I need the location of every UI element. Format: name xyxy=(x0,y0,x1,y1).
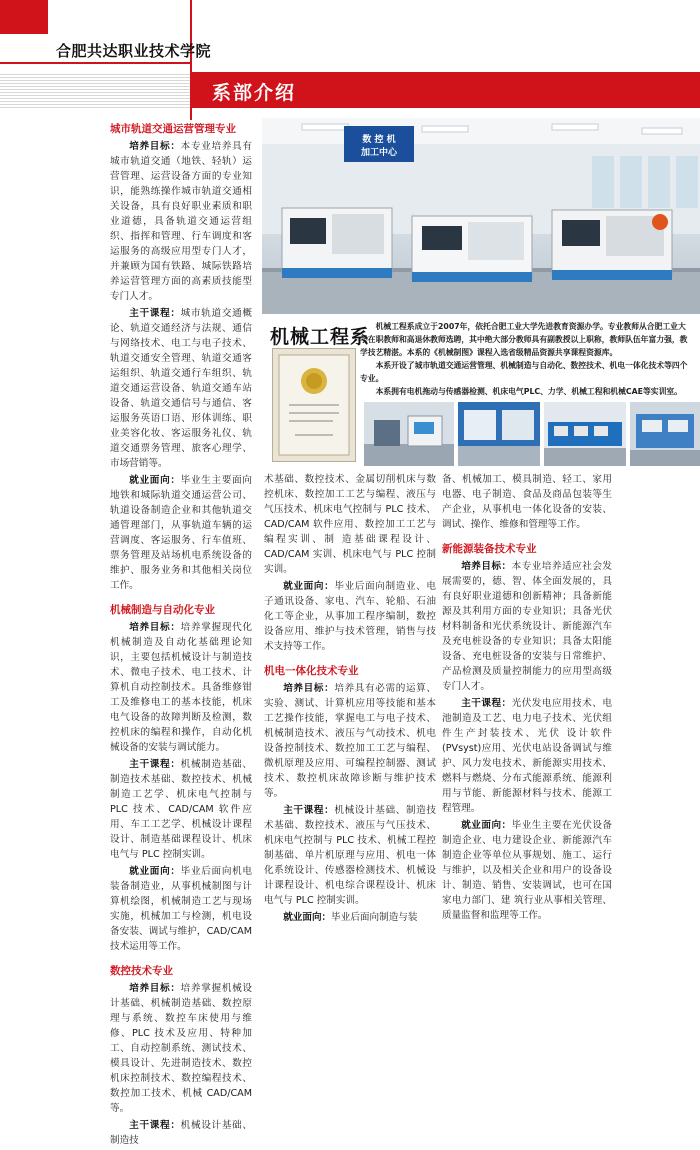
paragraph xyxy=(442,696,612,816)
paragraph: 术基础、数控技术、金属切削机床与数控机床、数控加工工艺与编程、液压与气压技术、机床电气控制与 PLC 技术、CAD/CAM 软件应用、数控加工工艺与编程实训、制 造基础课程设计、CAD/CAM 实训、机床电气与 PLC 控制实训。 xyxy=(264,474,436,575)
label: 主干课程： xyxy=(283,805,335,816)
paragraph-text: 培养掌握现代化机械制造及自动化基础理论知识，主要包括机械设计与制造技术、微电子技术、电工技术、计算机自动控制技术。具备维修钳工及维修电工的基本技能，机床电气设备的故障判断及检测，数控机床的编程和操作，自动化机械设备的安装与调试能力。 xyxy=(110,622,253,753)
paragraph xyxy=(264,910,436,925)
paragraph xyxy=(264,681,436,801)
label: 主干课程： xyxy=(129,308,181,319)
major-title: 新能源装备技术专业 xyxy=(442,543,537,555)
paragraph-text: 本专业培养适应社会发展需要的，德、智、体全面发展的，具有良好职业道德和创新精神；具备新能源及其利用方面的专业知识；具备光伏材料制备和光伏系统设计、新能源汽车及充电桩设备的专业知识；具备太阳能设备、充电桩设备的安装与日常维护、产品检测及质量控制能力的应用型高级专门人才。 xyxy=(442,561,613,692)
major-title: 机械制造与自动化专业 xyxy=(110,604,215,616)
paragraph-text: 毕业后面向机电装备制造业，从事机械制图与计算机绘图，机械制造工艺与现场实施，机械加工与检测，机电设备安装、调试与维护，CAD/CAM 技术运用等工作。 xyxy=(110,866,253,952)
paragraph xyxy=(110,620,252,755)
paragraph-text: 培养掌握机械设计基础、机械制造基础、数控原理与系统、数控车床使用与维修、PLC 技术及应用、特种加工、自动控制系统、测试技术、模具设计、先进制造技术、数控机床控制技术、数控编程技术、数控加工技术、机械 CAD/CAM 等。 xyxy=(110,983,253,1114)
paragraph-text: 光伏发电应用技术、电池制造及工艺、电力电子技术、光伏组件生产封装技术、光伏 设计软件(PVsyst)应用、光伏电站设备调试与维护、风力发电技术、新能源实用技术、燃料与燃烧、分布式能源系统、能源利用与节能、新能源材料与技术、能源工程管理。 xyxy=(442,698,613,814)
certificate-image xyxy=(272,348,356,462)
column-1 xyxy=(110,122,252,1150)
paragraph xyxy=(264,803,436,908)
lab-photo xyxy=(630,402,700,466)
paragraph xyxy=(442,559,612,694)
label: 就业面向： xyxy=(129,866,181,877)
intro-paragraph: 本系开设了城市轨道交通运营管理、机械制造与自动化、数控技术、机电一体化技术等四个专业。 xyxy=(360,361,688,383)
paragraph-text: 机械制造基础、制造技术基础、数控技术、机械制造工艺学、机床电气控制与 PLC 技术、CAD/CAM 软件应用、车工工艺学、机械设计课程设计、制造基础课程设计、机床电气与 PLC 控制实训。 xyxy=(110,759,253,860)
intro-paragraph: 本系拥有电机拖动与传感器检测、机床电气PLC、力学、机械工程和机械CAE等实训室。 xyxy=(375,387,682,396)
label: 就业面向： xyxy=(461,820,512,831)
paragraph-text: 毕业后面向制造业、电子通讯设备、家电、汽车、轮船、石油化工等企业，从事加工程序编制，数控设备应用、维护与技术管理，销售与技术支持等工作。 xyxy=(264,581,437,652)
paragraph-text: 毕业生主要面向地铁和城际轨道交通运营公司、轨道设备制造企业和其他轨道交通管理部门，从事轨道车辆的运营调度、客运服务、行车值班、票务管理及站场机电系统设备的维护、服务业务和其他相关岗位工作。 xyxy=(110,475,253,591)
department-title: 机械工程系 xyxy=(270,326,371,348)
cnc-workshop-photo xyxy=(262,118,700,314)
paragraph xyxy=(264,579,436,654)
header-red-block xyxy=(0,0,48,34)
column-3 xyxy=(442,472,612,925)
paragraph xyxy=(110,1118,252,1148)
paragraph-text: 机械设计基础、制造技 xyxy=(110,1120,253,1146)
paragraph xyxy=(110,306,252,471)
label: 培养目标： xyxy=(129,983,181,994)
paragraph xyxy=(110,864,252,954)
label: 就业面向： xyxy=(283,912,332,923)
paragraph xyxy=(110,757,252,862)
paragraph xyxy=(110,473,252,593)
label: 培养目标： xyxy=(129,622,181,633)
paragraph-text: 城市轨道交通概论、轨道交通经济与法规、通信与网络技术、电工与电子技术、轨道交通安全管理、轨道交通客运组织、轨道交通行车组织、轨道交通运营设备、轨道交通车站设备、轨道交通信号与通信、客运服务英语口语、形体训练、职业美容化妆、客运服务礼仪、轨道交通票务管理、旅客心理学、市场营销等。 xyxy=(110,308,253,469)
label: 主干课程： xyxy=(129,759,181,770)
major-title: 机电一体化技术专业 xyxy=(264,665,359,677)
column-2 xyxy=(264,472,436,927)
major-title: 城市轨道交通运营管理专业 xyxy=(110,123,236,135)
intro-paragraph: 机械工程系成立于2007年，依托合肥工业大学先进教育资源办学。专业教师从合肥工业大学在职教师和高退休教师选聘，其中绝大部分教师具有副教授以上职称，教师队伍年富力强，教学技艺精湛。本系的《机械制图》课程入选省级精品资源共享课程资源库。 xyxy=(360,322,688,357)
paragraph xyxy=(110,139,252,304)
paragraph: 备、机械加工、模具制造、轻工、家用电器、电子制造、食品及商品包装等生产企业，从事机电一体化设备的安装、调试、操作、维修和管理等工作。 xyxy=(442,474,612,530)
paragraph xyxy=(442,818,612,923)
label: 培养目标： xyxy=(461,561,512,572)
label: 培养目标： xyxy=(283,683,335,694)
lab-photo xyxy=(364,402,454,466)
label: 就业面向： xyxy=(283,581,335,592)
paragraph-text: 机械设计基础、制造技术基础、数控技术、液压与气压技术、机床电气控制与 PLC 技术、机械工程控制基础、单片机原理与应用、机电一体化系统设计、传感器检测技术、机械设计课程设计、机电综合课程设计、机床电气与 PLC 控制实训。 xyxy=(264,805,437,906)
paragraph-text: 毕业生主要在光伏设备制造企业、电力建设企业、新能源汽车制造企业等单位从事规划、施工、运行与维护，以及相关企业和用户的设备设计、制造、销售、安装调试，也可在国家电力部门、建 筑行业从事相关管理、质量监督和监理等工作。 xyxy=(442,820,613,921)
label: 主干课程： xyxy=(461,698,512,709)
header-stripe-pattern xyxy=(0,72,190,108)
svg-text:加工中心: 加工中心 xyxy=(360,148,398,158)
lab-photo xyxy=(544,402,626,466)
label: 主干课程： xyxy=(129,1120,181,1131)
major-title: 数控技术专业 xyxy=(110,965,173,977)
department-intro xyxy=(360,320,690,398)
paragraph xyxy=(110,981,252,1116)
school-name: 合肥共达职业技术学院 xyxy=(56,42,212,60)
header-divider-horizontal xyxy=(0,62,190,64)
label: 就业面向： xyxy=(129,475,181,486)
paragraph-text: 毕业后面向制造与装 xyxy=(331,912,418,923)
paragraph-text: 本专业培养具有城市轨道交通（地铁、轻轨）运营管理、运营设备方面的专业知识，能熟练操作城市轨道交通相关设备，具有良好职业素质和职业道德，具备轨道交通运营组织、指挥和管理、行车调度和客运服务的高级应用型专门人才，并兼顾为国有铁路、城际铁路培养运营管理方面的高素质技能型专门人才。 xyxy=(110,141,253,302)
paragraph-text: 培养具有必需的运算、实验、测试、计算机应用等技能和基本工艺操作技能，掌握电工与电子技术、机械制造技术、液压与气动技术、机电设备控制技术、数控加工工艺与编程、微机原理及应用、可编程控制器、测试技术、数控机床故障诊断与维护技术等。 xyxy=(264,683,437,799)
section-title: 系部介绍 xyxy=(212,82,297,104)
label: 培养目标： xyxy=(129,141,181,152)
svg-text:数 控 机: 数 控 机 xyxy=(362,135,396,145)
lab-photo xyxy=(458,402,540,466)
